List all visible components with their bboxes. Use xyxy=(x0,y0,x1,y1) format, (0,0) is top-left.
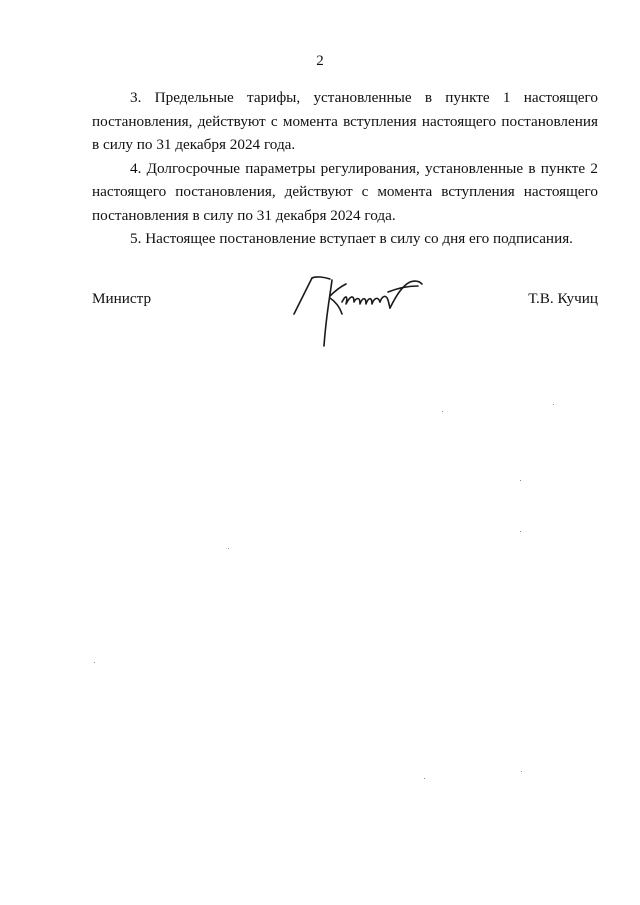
page-number: 2 xyxy=(316,53,324,69)
scan-speck xyxy=(520,480,521,481)
handwritten-signature xyxy=(290,272,430,352)
document-body xyxy=(92,86,598,251)
signer-position: Министр xyxy=(92,290,152,307)
scan-speck xyxy=(520,531,521,532)
scan-speck xyxy=(94,662,95,663)
signature-block xyxy=(92,272,598,352)
paragraph-5: 5. Настоящее постановление вступает в силу со дня его подписания. xyxy=(130,230,573,247)
signer-name: Т.В. Кучиц xyxy=(528,290,598,307)
paragraph-3: 3. Предельные тарифы, установленные в пункте 1 настоящего постановления, действуют с момента вступления настоящего постановления в силу по 31 декабря 2024 года. xyxy=(92,89,598,153)
paragraph-4: 4. Долгосрочные параметры регулирования, установленные в пункте 2 настоящего постановления, действуют с момента вступления настоящего постановления в силу по 31 декабря 2024 года. xyxy=(92,159,598,224)
scan-speck xyxy=(228,548,229,549)
scan-speck xyxy=(442,411,443,412)
scan-speck xyxy=(553,404,554,405)
scan-speck xyxy=(424,778,425,779)
scan-speck xyxy=(521,771,522,772)
